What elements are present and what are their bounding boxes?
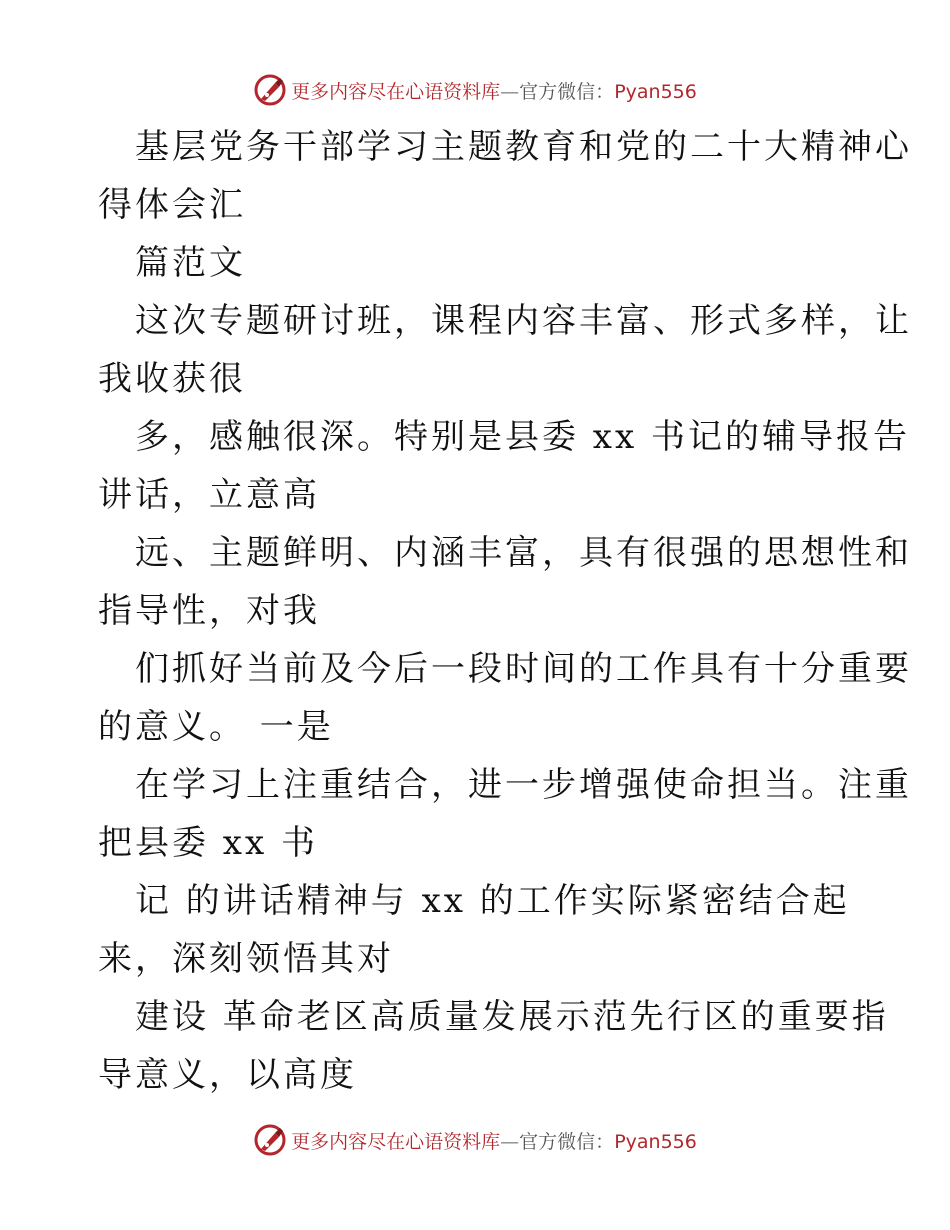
text-line: 远、主题鲜明、内涵丰富，具有很强的思想性和: [135, 533, 912, 573]
text-line: 们抓好当前及今后一段时间的工作具有十分重要: [135, 649, 912, 689]
text-line: 得体会汇: [98, 185, 246, 225]
pen-nib-logo-icon: [253, 73, 287, 107]
text-line: 这次专题研讨班，课程内容丰富、形式多样，让: [135, 301, 912, 341]
header-watermark-banner: [0, 70, 950, 110]
banner-site-text: 更多内容尽在心语资料库: [291, 80, 501, 103]
text-line: 来，深刻领悟其对: [98, 939, 394, 979]
text-line: 在学习上注重结合，进一步增强使命担当。注重: [135, 765, 912, 805]
banner-wechat-id: Pyan556: [614, 1130, 697, 1153]
text-line: 记 的讲话精神与 xx 的工作实际紧密结合起: [135, 881, 850, 921]
text-line: 讲话，立意高: [98, 475, 320, 515]
footer-watermark-banner: [0, 1120, 950, 1160]
banner-dash: —: [500, 1130, 520, 1153]
text-line: 把县委 xx 书: [98, 823, 318, 863]
text-line: 我收获很: [98, 359, 246, 399]
banner-site-text: 更多内容尽在心语资料库: [291, 1130, 501, 1153]
text-line: 基层党务干部学习主题教育和党的二十大精神心: [135, 127, 912, 167]
banner-dash: —: [500, 80, 520, 103]
banner-wechat-id: Pyan556: [614, 80, 697, 103]
document-body: [98, 118, 912, 1104]
text-line: 篇范文: [135, 243, 246, 283]
banner-wechat-label: 官方微信：: [519, 1130, 615, 1153]
banner-wechat-label: 官方微信：: [519, 80, 615, 103]
text-line: 导意义，以高度: [98, 1055, 357, 1095]
text-line: 多，感触很深。特别是县委 xx 书记的辅导报告: [135, 417, 910, 457]
text-line: 指导性，对我: [98, 591, 320, 631]
pen-nib-logo-icon: [253, 1123, 287, 1157]
text-line: 建设 革命老区高质量发展示范先行区的重要指: [135, 997, 889, 1037]
text-line: 的意义。 一是: [98, 707, 334, 747]
